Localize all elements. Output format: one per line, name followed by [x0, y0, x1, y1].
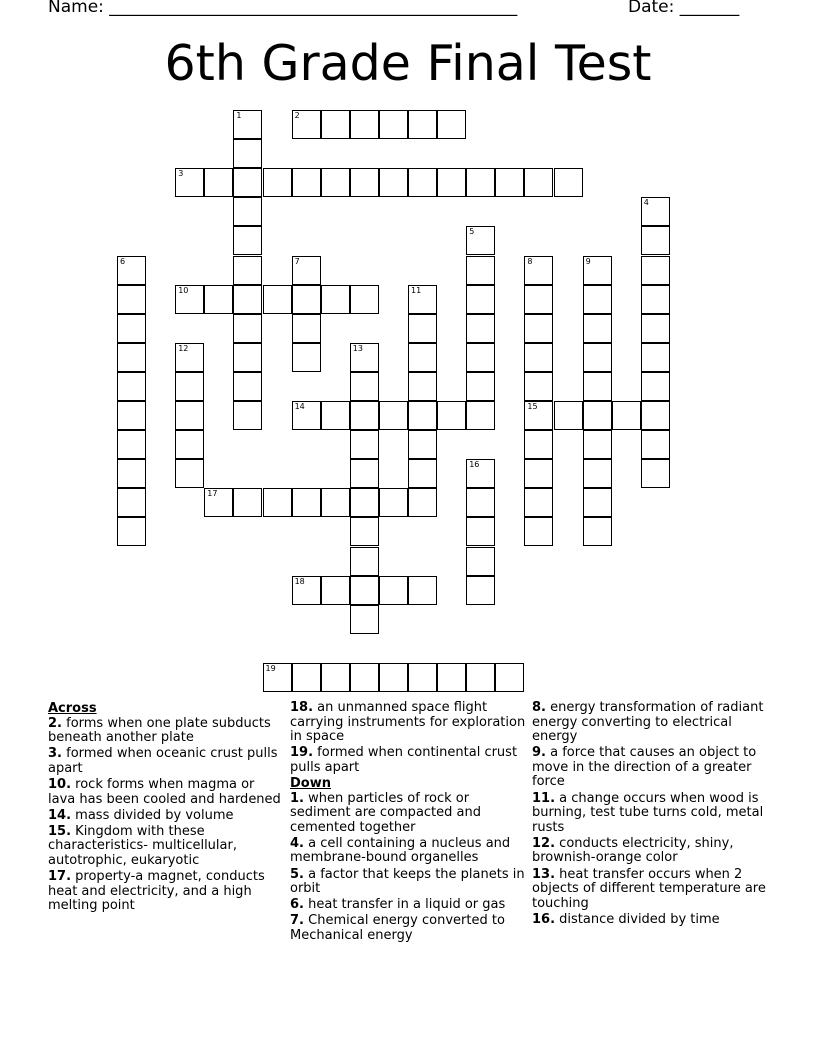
crossword-cell[interactable] — [466, 547, 495, 576]
crossword-cell[interactable] — [350, 285, 379, 314]
crossword-cell[interactable] — [263, 663, 292, 692]
crossword-cell[interactable] — [204, 285, 233, 314]
crossword-cell[interactable] — [292, 663, 321, 692]
crossword-cell[interactable] — [524, 314, 553, 343]
crossword-cell[interactable] — [117, 517, 146, 546]
crossword-cell[interactable] — [350, 547, 379, 576]
crossword-cell[interactable] — [524, 256, 553, 285]
cell-number: 9 — [585, 256, 591, 266]
crossword-cell[interactable] — [379, 663, 408, 692]
across-clue-10: 10. rock forms when magma or lava has been cooled and hardened — [48, 776, 281, 807]
crossword-cell[interactable] — [408, 401, 437, 430]
across-clue-15: 15. Kingdom with these characteristics- multicellular, autotrophic, eukaryotic — [48, 823, 237, 868]
across-clue-2: 2. forms when one plate subducts beneath another plate — [48, 715, 271, 746]
crossword-cell[interactable] — [204, 168, 233, 197]
crossword-cell[interactable] — [466, 576, 495, 605]
down-heading: Down — [290, 775, 331, 791]
cell-number: 11 — [411, 285, 422, 295]
crossword-cell[interactable] — [321, 663, 350, 692]
across-clue-18: 18. an unmanned space flight carrying instruments for exploration in space — [290, 700, 526, 745]
crossword-cell[interactable] — [117, 343, 146, 372]
crossword-cell[interactable] — [350, 663, 379, 692]
crossword-cell[interactable] — [292, 168, 321, 197]
cell-number: 6 — [120, 256, 126, 266]
crossword-cell[interactable] — [350, 343, 379, 372]
crossword-cell[interactable] — [292, 343, 321, 372]
crossword-cell[interactable] — [524, 459, 553, 488]
crossword-cell[interactable] — [321, 110, 350, 139]
crossword-cell[interactable] — [466, 314, 495, 343]
crossword-cell[interactable] — [466, 372, 495, 401]
crossword-cell[interactable] — [292, 285, 321, 314]
crossword-cell[interactable] — [524, 343, 553, 372]
crossword-cell[interactable] — [350, 576, 379, 605]
crossword-cell[interactable] — [350, 517, 379, 546]
cell-number: 17 — [207, 489, 218, 499]
crossword-cell[interactable] — [350, 488, 379, 517]
cell-number: 19 — [265, 663, 276, 673]
cell-number: 7 — [294, 256, 300, 266]
crossword-cell[interactable] — [466, 256, 495, 285]
crossword-cell[interactable] — [583, 256, 612, 285]
clues-column-3 — [532, 701, 768, 929]
crossword-cell[interactable] — [379, 488, 408, 517]
cell-number: 4 — [643, 198, 649, 208]
crossword-cell[interactable] — [466, 488, 495, 517]
crossword-cell[interactable] — [233, 110, 262, 139]
crossword-cell[interactable] — [466, 459, 495, 488]
crossword-cell[interactable] — [117, 430, 146, 459]
crossword-cell[interactable] — [583, 285, 612, 314]
down-clue-6: 6. heat transfer in a liquid or gas — [290, 897, 506, 913]
across-clue-14: 14. mass divided by volume — [48, 807, 234, 823]
crossword-cell[interactable] — [350, 430, 379, 459]
crossword-cell[interactable] — [583, 401, 612, 430]
crossword-cell[interactable] — [583, 343, 612, 372]
crossword-cell[interactable] — [641, 372, 670, 401]
down-clue-16: 16. distance divided by time — [532, 911, 720, 927]
crossword-cell[interactable] — [233, 285, 262, 314]
crossword-cell[interactable] — [408, 663, 437, 692]
crossword-cell[interactable] — [437, 663, 466, 692]
crossword-cell[interactable] — [117, 488, 146, 517]
crossword-cell[interactable] — [408, 285, 437, 314]
crossword-cell[interactable] — [175, 285, 204, 314]
crossword-cell[interactable] — [175, 168, 204, 197]
crossword-cell[interactable] — [583, 314, 612, 343]
crossword-cell[interactable] — [408, 459, 437, 488]
crossword-cell[interactable] — [524, 372, 553, 401]
crossword-cell[interactable] — [641, 343, 670, 372]
cell-number: 14 — [294, 402, 305, 411]
down-clue-4: 4. a cell containing a nucleus and membrane-bound organelles — [290, 835, 511, 866]
cell-number: 2 — [294, 111, 300, 120]
crossword-cell[interactable] — [175, 401, 204, 430]
crossword-cell[interactable] — [204, 488, 233, 517]
page-title: 6th Grade Final Test — [164, 35, 652, 92]
crossword-cell[interactable] — [466, 168, 495, 197]
cell-number: 10 — [178, 285, 189, 295]
crossword-cell[interactable] — [117, 372, 146, 401]
crossword-cell[interactable] — [321, 401, 350, 430]
crossword-cell[interactable] — [175, 459, 204, 488]
crossword-cell[interactable] — [233, 343, 262, 372]
crossword-cell[interactable] — [321, 285, 350, 314]
crossword-cell[interactable] — [466, 343, 495, 372]
cell-number: 16 — [469, 460, 480, 470]
cell-number: 12 — [178, 343, 189, 353]
crossword-cell[interactable] — [641, 314, 670, 343]
crossword-cell[interactable] — [466, 285, 495, 314]
down-clue-5: 5. a factor that keeps the planets in orbit — [290, 866, 525, 897]
crossword-cell[interactable] — [292, 401, 321, 430]
crossword-cell[interactable] — [233, 256, 262, 285]
crossword-cell[interactable] — [583, 488, 612, 517]
crossword-cell[interactable] — [350, 110, 379, 139]
down-clue-9: 9. a force that causes an object to move in the direction of a greater force — [532, 745, 757, 790]
crossword-cell[interactable] — [524, 488, 553, 517]
crossword-cell[interactable] — [408, 110, 437, 139]
crossword-cell[interactable] — [524, 517, 553, 546]
crossword-cell[interactable] — [263, 168, 292, 197]
clues-column-2 — [290, 701, 526, 945]
crossword-cell[interactable] — [292, 256, 321, 285]
crossword-cell[interactable] — [641, 256, 670, 285]
cell-number: 3 — [178, 169, 184, 179]
crossword-cell[interactable] — [292, 314, 321, 343]
crossword-cell[interactable] — [554, 168, 583, 197]
crossword-cell[interactable] — [437, 110, 466, 139]
cell-number: 5 — [469, 227, 475, 237]
crossword-cell[interactable] — [466, 401, 495, 430]
crossword-cell[interactable] — [292, 110, 321, 139]
crossword-cell[interactable] — [350, 168, 379, 197]
crossword-cell[interactable] — [408, 343, 437, 372]
cell-number: 18 — [294, 576, 305, 586]
crossword-cell[interactable] — [641, 197, 670, 226]
crossword-cell[interactable] — [612, 401, 641, 430]
crossword-cell[interactable] — [263, 488, 292, 517]
crossword-cell[interactable] — [583, 459, 612, 488]
crossword-cell[interactable] — [408, 488, 437, 517]
crossword-cell[interactable] — [321, 576, 350, 605]
crossword-cell[interactable] — [466, 226, 495, 255]
down-clue-12: 12. conducts electricity, shiny, brownish-orange color — [532, 835, 734, 866]
crossword-cell[interactable] — [583, 430, 612, 459]
crossword-cell[interactable] — [321, 168, 350, 197]
crossword-cell[interactable] — [641, 430, 670, 459]
cell-number: 1 — [236, 111, 242, 120]
crossword-cell[interactable] — [233, 226, 262, 255]
crossword-cell[interactable] — [117, 285, 146, 314]
crossword-cell[interactable] — [175, 343, 204, 372]
crossword-cell[interactable] — [292, 488, 321, 517]
crossword-cell[interactable] — [263, 285, 292, 314]
crossword-cell[interactable] — [524, 285, 553, 314]
crossword-cell[interactable] — [466, 663, 495, 692]
crossword-cell[interactable] — [554, 401, 583, 430]
crossword-cell[interactable] — [466, 517, 495, 546]
crossword-cell[interactable] — [524, 430, 553, 459]
crossword-cell[interactable] — [408, 314, 437, 343]
crossword-cell[interactable] — [495, 663, 524, 692]
crossword-cell[interactable] — [379, 576, 408, 605]
crossword-cell[interactable] — [117, 401, 146, 430]
across-clue-17: 17. property-a magnet, conducts heat and electricity, and a high melting point — [48, 869, 265, 914]
crossword-cell[interactable] — [117, 256, 146, 285]
crossword-cell[interactable] — [321, 488, 350, 517]
clues-column-1 — [48, 701, 284, 915]
across-clue-3: 3. formed when oceanic crust pulls apart — [48, 746, 278, 776]
down-clue-1: 1. when particles of rock or sediment are compacted and cemented together — [290, 790, 481, 835]
down-clue-11: 11. a change occurs when wood is burning, test tube turns cold, metal rusts — [532, 790, 764, 835]
cell-number: 15 — [527, 402, 538, 411]
crossword-cell[interactable] — [583, 517, 612, 546]
crossword-cell[interactable] — [408, 430, 437, 459]
crossword-cell[interactable] — [408, 576, 437, 605]
crossword-cell[interactable] — [379, 401, 408, 430]
crossword-cell[interactable] — [641, 285, 670, 314]
crossword-cell[interactable] — [437, 168, 466, 197]
crossword-cell[interactable] — [233, 372, 262, 401]
crossword-cell[interactable] — [350, 459, 379, 488]
crossword-cell[interactable] — [233, 139, 262, 168]
crossword-cell[interactable] — [233, 314, 262, 343]
crossword-cell[interactable] — [641, 226, 670, 255]
crossword-cell[interactable] — [175, 430, 204, 459]
crossword-cell[interactable] — [408, 168, 437, 197]
name-field[interactable]: Name: ________________________________________________ — [48, 0, 518, 17]
cell-number: 13 — [352, 343, 363, 353]
crossword-cell[interactable] — [524, 168, 553, 197]
crossword-cell[interactable] — [233, 197, 262, 226]
crossword-cell[interactable] — [233, 168, 262, 197]
across-clue-19: 19. formed when continental crust pulls apart — [290, 745, 518, 775]
across-heading: Across — [48, 701, 97, 716]
crossword-cell[interactable] — [408, 372, 437, 401]
crossword-cell[interactable] — [117, 314, 146, 343]
crossword-cell[interactable] — [495, 168, 524, 197]
down-clue-7: 7. Chemical energy converted to Mechanical energy — [290, 913, 505, 943]
crossword-cell[interactable] — [350, 605, 379, 634]
crossword-cell[interactable] — [292, 576, 321, 605]
crossword-cell[interactable] — [641, 401, 670, 430]
crossword-cell[interactable] — [233, 401, 262, 430]
crossword-cell[interactable] — [524, 401, 553, 430]
crossword-cell[interactable] — [437, 401, 466, 430]
crossword-cell[interactable] — [117, 459, 146, 488]
crossword-cell[interactable] — [379, 168, 408, 197]
down-clue-13: 13. heat transfer occurs when 2 objects of different temperature are touching — [532, 866, 766, 911]
cell-number: 8 — [527, 256, 533, 266]
down-clue-8: 8. energy transformation of radiant energy converting to electrical energy — [532, 700, 764, 745]
date-field[interactable]: Date: _______ — [628, 0, 740, 17]
crossword-cell[interactable] — [350, 372, 379, 401]
crossword-cell[interactable] — [379, 110, 408, 139]
crossword-cell[interactable] — [175, 372, 204, 401]
crossword-cell[interactable] — [233, 488, 262, 517]
crossword-cell[interactable] — [583, 372, 612, 401]
crossword-cell[interactable] — [641, 459, 670, 488]
crossword-cell[interactable] — [350, 401, 379, 430]
